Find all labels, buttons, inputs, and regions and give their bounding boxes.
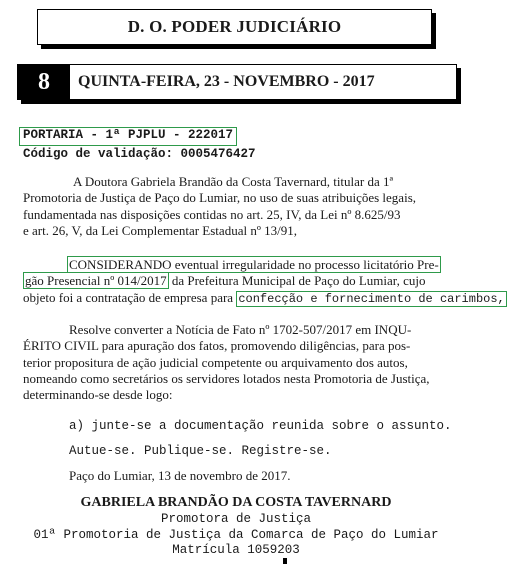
text-line: e art. 26, V, da Lei Complementar Estadual nº 13/91, bbox=[23, 222, 297, 238]
paragraph-resolve bbox=[23, 322, 449, 403]
text-line: nomeando como secretários os servidores lotados nesta Promotoria de Justiça, bbox=[23, 370, 430, 386]
text-line: Promotoria de Justiça de Paço do Lumiar, no uso de suas atribuições legais, bbox=[23, 190, 417, 206]
signatory-name: GABRIELA BRANDÃO DA COSTA TAVERNARD bbox=[80, 495, 392, 510]
item-a: a) junte-se a documentação reunida sobre o assunto. bbox=[69, 419, 452, 433]
text-line: A Doutora Gabriela Brandão da Costa Tavernard, titular da 1ª bbox=[73, 174, 394, 189]
highlight-objeto: confecção e fornecimento de carimbos, bbox=[238, 291, 505, 306]
page-number: 8 bbox=[18, 65, 70, 99]
closing-formula: Autue-se. Publique-se. Registre-se. bbox=[69, 444, 332, 458]
text-line: fundamentada nas disposições contidas no art. 25, IV, da Lei nº 8.625/93 bbox=[23, 206, 401, 222]
signatory-role: Promotora de Justiça bbox=[160, 512, 312, 526]
text-fragment: objeto foi a contratação de empresa para bbox=[23, 289, 237, 305]
highlight-pregao: gão Presencial nº 014/2017 bbox=[25, 273, 167, 289]
validation-code: Código de validação: 0005476427 bbox=[23, 147, 256, 161]
issue-date: QUINTA-FEIRA, 23 - NOVEMBRO - 2017 bbox=[78, 73, 375, 90]
text-line: determinando-se desde logo: bbox=[23, 387, 173, 403]
text-line: terior propositura de ação judicial competente ou arquivamento dos autos, bbox=[23, 354, 408, 370]
signatory-matricula: Matrícula 1059203 bbox=[172, 543, 300, 557]
column-rule-fragment bbox=[283, 558, 287, 564]
journal-title: D. O. PODER JUDICIÁRIO bbox=[127, 17, 342, 36]
text-line: ÉRITO CIVIL para apuração dos fatos, promovendo diligências, para pos- bbox=[23, 338, 411, 354]
journal-header bbox=[37, 9, 432, 45]
paragraph-considerando bbox=[23, 257, 505, 307]
paragraph-intro bbox=[23, 174, 449, 239]
date-bar bbox=[17, 64, 457, 100]
place-date: Paço do Lumiar, 13 de novembro de 2017. bbox=[69, 468, 291, 483]
highlight-considerando: CONSIDERANDO eventual irregularidade no processo licitatório Pre- bbox=[69, 257, 439, 272]
text-fragment: da Prefeitura Municipal de Paço do Lumiar, cujo bbox=[168, 273, 426, 289]
signatory-org: 01ª Promotoria de Justiça da Comarca de Paço do Lumiar bbox=[33, 528, 439, 542]
text-line: Resolve converter a Notícia de Fato nº 1702-507/2017 em INQU- bbox=[69, 322, 412, 337]
portaria-title: PORTARIA - 1ª PJPLU - 222017 bbox=[19, 127, 237, 146]
